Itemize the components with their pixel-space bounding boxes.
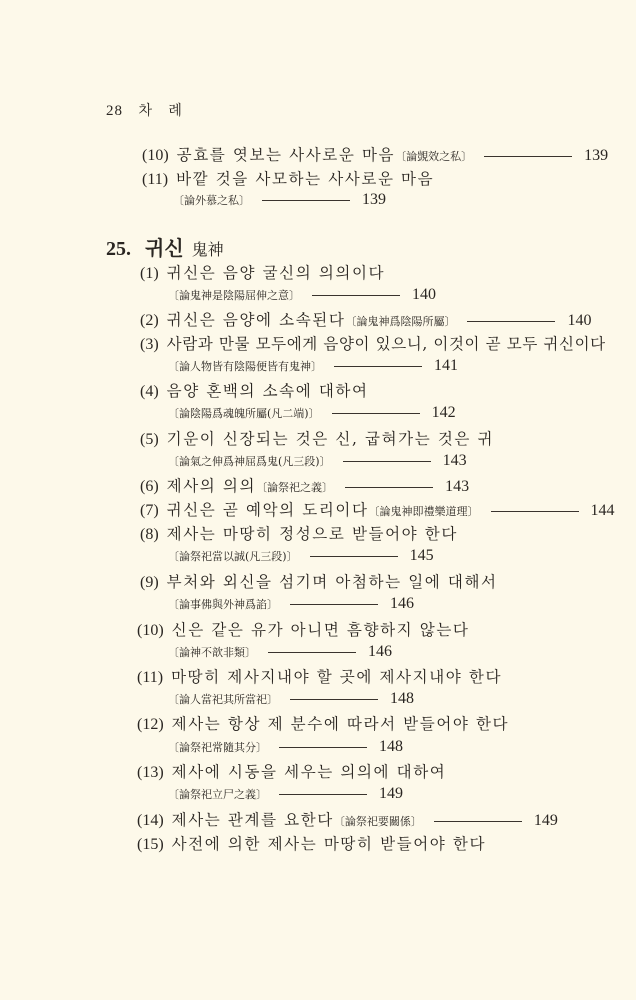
entry-hanja: 〔論覬效之私〕: [395, 150, 473, 163]
toc-entry: [140, 498, 615, 520]
entry-title: 제사는 관계를 요한다: [171, 811, 334, 829]
entry-page: 143: [445, 478, 470, 495]
entry-page: 139: [362, 191, 386, 208]
entry-hanja: 〔論鬼神即禮樂道理〕: [368, 505, 479, 518]
dot-leader: [312, 295, 400, 296]
entry-number: (10): [142, 147, 169, 164]
toc-entry: [142, 167, 434, 189]
entry-title: 귀신은 음양에 소속된다: [166, 311, 346, 329]
toc-entry: [137, 808, 558, 830]
section-hanja: 鬼神: [191, 240, 224, 259]
entry-title: 귀신은 음양 굴신의 의의이다: [166, 264, 386, 282]
entry-page: 142: [431, 404, 456, 421]
section-title: 귀신: [145, 236, 184, 260]
toc-entry: [137, 760, 446, 782]
entry-number: (11): [137, 669, 164, 686]
dot-leader: [334, 366, 422, 367]
entry-hanja: 〔論祭祀常隨其分〕: [168, 741, 267, 754]
toc-entry-sub: [168, 784, 403, 803]
entry-hanja: 〔論事佛與外神爲諂〕: [168, 598, 278, 611]
dot-leader: [279, 794, 367, 795]
toc-entry: [137, 665, 502, 687]
toc-entry: [140, 522, 458, 544]
entry-page: 143: [442, 452, 467, 469]
toc-entry: [140, 261, 385, 283]
entry-title: 신은 같은 유가 아니면 흠향하지 않는다: [171, 621, 470, 639]
entry-title: 공효를 엿보는 사사로운 마음: [176, 146, 396, 164]
entry-page: 146: [390, 595, 414, 612]
entry-number: (3): [140, 336, 159, 353]
entry-page: 139: [584, 147, 609, 164]
entry-number: (5): [140, 431, 159, 448]
entry-number: (1): [140, 265, 159, 282]
dot-leader: [491, 511, 579, 512]
toc-entry-sub: [168, 285, 436, 304]
entry-number: (10): [137, 622, 164, 639]
entry-hanja: 〔論人物皆有陰陽便皆有鬼神〕: [168, 360, 322, 373]
entry-hanja: 〔論祭祀當以誠(凡三段)〕: [168, 550, 298, 563]
entry-title: 사람과 만물 모두에게 음양이 있으니, 이것이 곧 모두 귀신이다: [166, 335, 606, 353]
entry-title: 제사의 의의: [166, 477, 257, 495]
toc-entry-sub: [168, 356, 458, 375]
entry-page: 146: [368, 643, 392, 660]
toc-entry-sub: [168, 689, 414, 708]
section-number: 25.: [106, 238, 131, 260]
toc-entry-sub: [168, 451, 467, 470]
entry-page: 148: [379, 738, 403, 755]
entry-hanja: 〔論祭祀立尸之義〕: [168, 788, 267, 801]
dot-leader: [279, 747, 367, 748]
entry-title: 기운이 신장되는 것은 신, 굽혀가는 것은 귀: [166, 430, 495, 448]
entry-number: (13): [137, 764, 164, 781]
toc-entry: [137, 832, 486, 854]
toc-entry: [137, 712, 509, 734]
dot-leader: [290, 604, 378, 605]
dot-leader: [332, 413, 420, 414]
entry-hanja: 〔論鬼神爲陰陽所屬〕: [345, 315, 456, 328]
entry-title: 마땅히 제사지내야 할 곳에 제사지내야 한다: [171, 668, 503, 686]
entry-number: (2): [140, 312, 159, 329]
entry-page: 140: [412, 286, 436, 303]
section-heading: [106, 232, 224, 261]
toc-entry-sub: [173, 190, 386, 209]
entry-number: (8): [140, 526, 159, 543]
toc-entry-sub: [168, 403, 456, 422]
dot-leader: [345, 487, 433, 488]
entry-number: (14): [137, 812, 164, 829]
entry-number: (15): [137, 836, 164, 853]
entry-hanja: 〔論祭祀要關係〕: [333, 815, 422, 828]
entry-title: 제사는 마땅히 정성으로 받들어야 한다: [166, 525, 458, 543]
entry-title: 부처와 외신을 섬기며 아첨하는 일에 대해서: [166, 573, 498, 591]
toc-entry: [140, 332, 606, 354]
dot-leader: [484, 156, 572, 157]
entry-title: 제사에 시동을 세우는 의의에 대하여: [171, 763, 447, 781]
toc-entry: [140, 427, 494, 449]
page-number: 28: [106, 103, 123, 119]
dot-leader: [268, 652, 356, 653]
toc-entry: [140, 379, 369, 401]
entry-number: (4): [140, 383, 159, 400]
running-head: [106, 100, 188, 120]
entry-page: 140: [567, 312, 592, 329]
entry-title: 귀신은 곧 예악의 도리이다: [166, 501, 369, 519]
entry-page: 144: [590, 502, 615, 519]
entry-title: 바깥 것을 사모하는 사사로운 마음: [176, 170, 435, 188]
entry-hanja: 〔論陰陽爲魂魄所屬(凡二端)〕: [168, 407, 320, 420]
entry-title: 음양 혼백의 소속에 대하여: [166, 382, 369, 400]
toc-entry: [140, 570, 498, 592]
entry-title: 사전에 의한 제사는 마땅히 받들어야 한다: [171, 835, 487, 853]
toc-entry: [142, 143, 608, 165]
toc-entry-sub: [168, 642, 392, 661]
entry-page: 141: [434, 357, 458, 374]
dot-leader: [434, 821, 522, 822]
entry-number: (11): [142, 171, 169, 188]
entry-hanja: 〔論外慕之私〕: [173, 194, 250, 207]
entry-hanja: 〔論氣之伸爲神屈爲鬼(凡三段)〕: [168, 455, 331, 468]
toc-entry-sub: [168, 594, 414, 613]
toc-entry-sub: [168, 546, 434, 565]
entry-page: 149: [379, 785, 403, 802]
entry-page: 149: [533, 812, 558, 829]
running-title: 차 례: [138, 103, 188, 119]
entry-number: (7): [140, 502, 159, 519]
dot-leader: [310, 556, 398, 557]
toc-entry: [137, 618, 469, 640]
toc-entry: [140, 474, 469, 496]
entry-title: 제사는 항상 제 분수에 따라서 받들어야 한다: [171, 715, 510, 733]
entry-hanja: 〔論神不歆非類〕: [168, 646, 256, 659]
dot-leader: [467, 321, 555, 322]
entry-number: (12): [137, 716, 164, 733]
dot-leader: [343, 461, 431, 462]
toc-entry-sub: [168, 737, 403, 756]
entry-hanja: 〔論鬼神是陰陽屈伸之意〕: [168, 289, 300, 302]
entry-number: (6): [140, 478, 159, 495]
entry-hanja: 〔論人當祀其所當祀〕: [168, 693, 278, 706]
entry-number: (9): [140, 574, 159, 591]
dot-leader: [290, 699, 378, 700]
toc-entry: [140, 308, 591, 330]
entry-page: 148: [390, 690, 414, 707]
dot-leader: [262, 200, 350, 201]
entry-hanja: 〔論祭祀之義〕: [256, 481, 334, 494]
entry-page: 145: [409, 547, 434, 564]
